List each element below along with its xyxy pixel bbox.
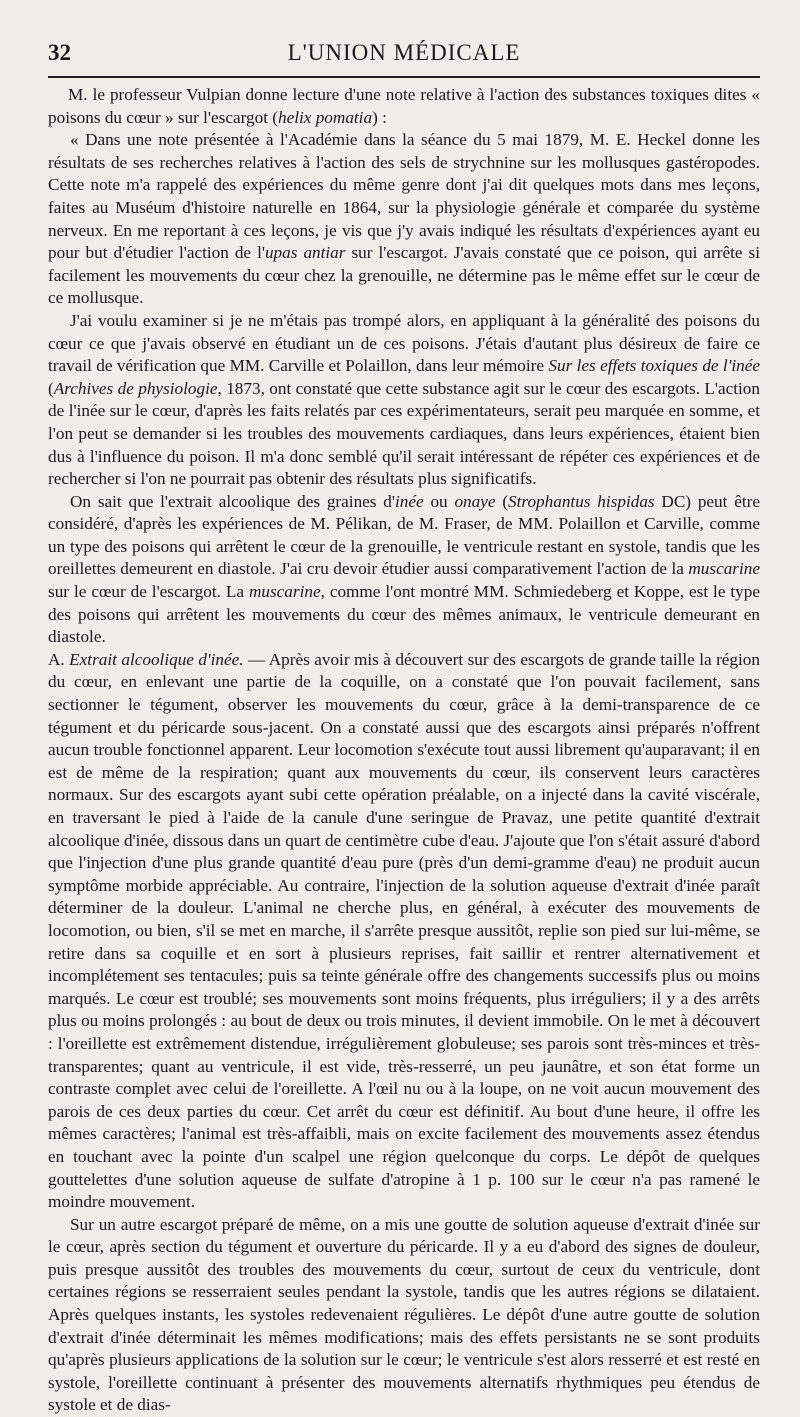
paragraph-1: « Dans une note présentée à l'Académie dans la séance du 5 mai 1879, M. E. Heckel donne les résultats de ses recherches relatives à l'action des sels de strychnine sur les mollusques gastéropodes. Cette note m'a rappelé des expériences du même genre dont j'ai dit quelques mots dans mes leçons, faites au Muséum d'histoire naturelle en 1864, sur la physiologie générale et comparée du système nerveux. En me reportant à ces leçons, je vis que j'y avais indiqué les résultats d'expériences ayant eu pour but d'étudier l'action de l'upas antiar sur l'escargot. J'avais constaté que ce poison, qui arrête si facilement les mouvements du cœur chez la grenouille, ne détermine pas le même effet sur le cœur de ce mollusque. (48, 130, 760, 308)
article-body (48, 84, 760, 1417)
section-a-paragraph: A. Extrait alcoolique d'inée. — Après avoir mis à découvert sur des escargots de grande taille la région du cœur, en enlevant une partie de la coquille, on a constaté que l'on pouvait facilement, sans sectionner le tégument, observer les mouvements du cœur, grâce à la demi-transparence de ce tégument et du péricarde sous-jacent. On a constaté aussi que des escargots ainsi préparés n'offrent aucun trouble fonctionnel apparent. Leur locomotion s'exécute tout aussi librement qu'auparavant; il en est de même de la respiration; quant aux mouvements du cœur, ils conservent leurs caractères normaux. Sur des escargots ayant subi cette opération préalable, on a injecté dans la cavité viscérale, en traversant le pied à l'aide de la canule d'une seringue de Pravaz, une petite quantité d'extrait alcoolique d'inée, dissous dans un quart de centimètre cube d'eau. J'ajoute que l'on s'était assuré d'abord que l'injection d'une plus grande quantité d'eau pure (près d'un demi-gramme d'eau) ne produit aucun symptôme morbide appréciable. Au contraire, l'injection de la solution aqueuse d'extrait d'inée paraît déterminer de la douleur. L'animal ne cherche plus, en général, à exécuter des mouvements de locomotion, ou bien, s'il se met en marche, il s'arrête presque aussitôt, replie son pied sur lui-même, se retire dans sa coquille et en sort à plusieurs reprises, fait saillir et rentrer alternativement et incomplétement ses tentacules; puis sa teinte générale offre des changements successifs plus ou moins marqués. Le cœur est troublé; ses mouvements sont moins fréquents, plus irréguliers; il y a des arrêts plus ou moins prolongés : au bout de deux ou trois minutes, il devient immobile. On le met à découvert : l'oreillette est extrêmement distendue, irrégulièrement globuleuse; ses parois sont très-minces et très-transparentes; quant au ventricule, il est vide, très-resserré, un peu jaunâtre, et son état forme un contraste complet avec celui de l'oreillette. A l'œil nu ou à la loupe, on ne voit aucun mouvement des parois de ces deux parties du cœur. Cet arrêt du cœur est définitif. Au bout d'une heure, il offre les mêmes caractères; l'animal est très-affaibli, mais on excite facilement des mouvements assez étendus en touchant avec la pointe d'un scalpel une région quelconque du corps. Le dépôt de quelques gouttelettes d'une solution aqueuse de sulfate d'atropine à 1 p. 100 sur le cœur n'a pas ramené le moindre mouvement. (48, 649, 760, 1212)
paragraph-5: Sur un autre escargot préparé de même, on a mis une goutte de solution aqueuse d'extrait d'inée sur le cœur, après section du tégument et ouverture du péricarde. Il y a eu d'abord des signes de douleur, puis presque aussitôt des troubles des mouvements du cœur, surtout de ceux du ventricule, dont certaines régions se resserraient seules pendant la systole, tandis que les autres régions se dilataient. Après quelques instants, les systoles redevenaient régulières. Le dépôt d'une autre goutte de solution d'extrait d'inée déterminait les mêmes modifications; mais des effets persistants ne se sont produits qu'après plusieurs applications de la solution sur le cœur; le ventricule s'est alors resserré et est resté en systole, l'oreillette continuant à présenter des mouvements alternatifs rhythmiques peu étendus de systole et de dias- (48, 1214, 760, 1415)
page-number: 32 (48, 40, 71, 65)
running-title: L'UNION MÉDICALE (287, 40, 521, 65)
paragraph-intro: M. le professeur Vulpian donne lecture d'une note relative à l'action des substances toxiques dites « poisons du cœur » sur l'escargot (helix pomatia) : (48, 85, 760, 127)
header-rule (48, 76, 760, 78)
paragraph-2: J'ai voulu examiner si je ne m'étais pas trompé alors, en appliquant à la généralité des poisons du cœur ce que j'avais observé en étudiant un de ces poisons. J'étais d'autant plus désireux de faire ce travail de vérification que MM. Carville et Polaillon, dans leur mémoire Sur les effets toxiques de l'inée (Archives de physiologie, 1873, ont constaté que cette substance agit sur le cœur des escargots. L'action de l'inée sur le cœur, d'après les faits relatés par ces expérimentateurs, serait peu marquée en somme, et l'on peut se demander si les troubles des mouvements cardiaques, dans leurs expériences, étaient bien dus à l'influence du poison. Il m'a donc semblé qu'il serait intéressant de répéter ces expériences et de rechercher si l'on ne pourrait pas obtenir des résultats plus significatifs. (48, 310, 760, 489)
paragraph-3: On sait que l'extrait alcoolique des graines d'inée ou onaye (Strophantus hispidas DC) peut être considéré, d'après les expériences de M. Pélikan, de M. Fraser, de MM. Polaillon et Carville, comme un type des poisons qui arrêtent le cœur de la grenouille, le ventricule restant en systole, tandis que les oreillettes demeurent en diastole. J'ai cru devoir étudier aussi comparativement l'action de la muscarine sur le cœur de l'escargot. La muscarine, comme l'ont montré MM. Schmiedeberg et Koppe, est le type des poisons qui arrêtent les mouvements du cœur des mêmes animaux, le ventricule demeurant en diastole. (48, 491, 760, 647)
page-header (48, 40, 760, 76)
